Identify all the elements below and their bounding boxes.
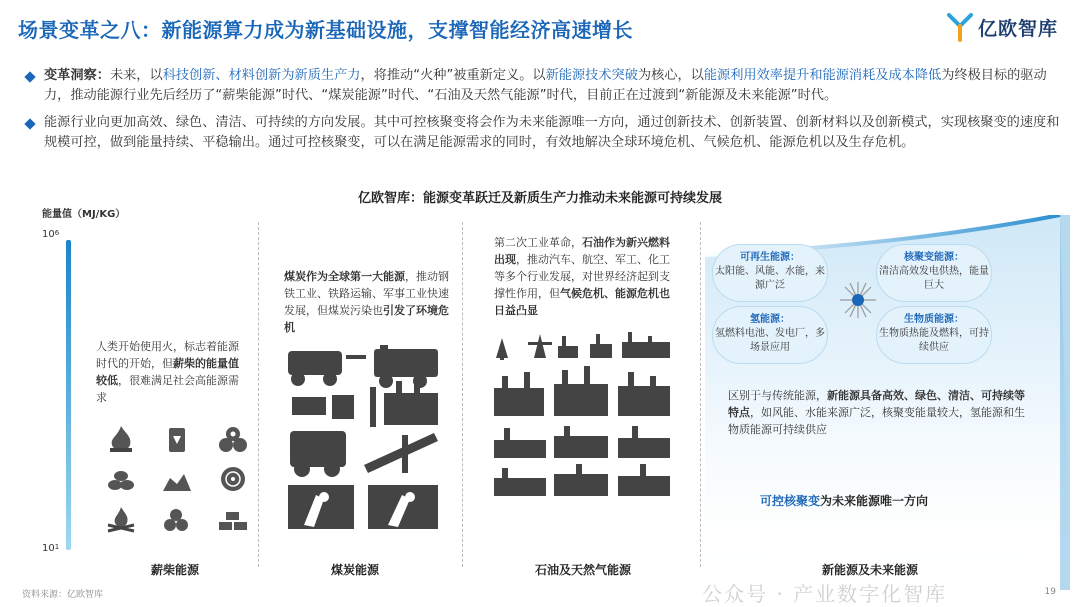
- bullet-text: 为终极目标的驱动力，推动能源行业先后经历了“薪柴能源”时代、“煤炭能源”时代、“石油及天然气能源”时代，目前正在过渡到“新能源及未来能源”时代。: [44, 68, 1047, 103]
- era-label-future: 新能源及未来能源: [821, 563, 918, 577]
- coal-pile-icon: [160, 464, 194, 494]
- fire-icon: [104, 424, 138, 454]
- bullet-direction: [22, 113, 1062, 153]
- pill-renewable: 可再生能源： 太阳能、风能、水能，来源广泛: [712, 244, 828, 302]
- bullet-highlight: 科技创新、材料创新为新质生产力: [162, 68, 361, 83]
- bullet-text: 未来，以: [109, 68, 163, 83]
- era-divider: [462, 222, 463, 567]
- bullet-text: ，将推动“火种”被重新定义。以: [360, 68, 546, 83]
- firewood-icon: [216, 424, 250, 454]
- brick-stack-icon: [216, 504, 250, 534]
- future-headline: 可控核聚变为未来能源唯一方向: [760, 494, 929, 508]
- pill-fusion: 核聚变能源： 清洁高效发电供热，能量巨大: [876, 244, 992, 302]
- bullet-text: 为核心，以: [637, 68, 704, 83]
- axis-label: 能量值（MJ/KG）: [42, 209, 126, 220]
- firewood-bundle-icon: [160, 504, 194, 534]
- bullet-highlight: 能源利用效率提升和能源消耗及成本降低: [703, 68, 942, 83]
- charcoal-icon: [104, 464, 138, 494]
- insight-bullets: [22, 66, 1062, 160]
- page-number: 19: [1044, 587, 1056, 597]
- oil-industry-illustration: [488, 328, 674, 528]
- log-icon: [216, 464, 250, 494]
- diamond-bullet-icon: [24, 71, 35, 82]
- bullet-label: 变革洞察：: [44, 68, 110, 83]
- bullet-highlight: 新能源技术突破: [545, 68, 638, 83]
- future-era-description: 区别于与传统能源，新能源具备高效、绿色、清洁、可持续等特点，如风能、水能来源广泛，核聚变能量较大，氢能源和生物质能源可持续供应: [728, 389, 1025, 436]
- pill-hydrogen: 氢能源： 氢燃料电池、发电厂，多场景应用: [712, 306, 828, 364]
- era-label-wood: 薪柴能源: [150, 563, 199, 577]
- wood-era-description: 人类开始使用火，标志着能源时代的开始，但薪柴的能量值较低，很难满足社会高能源需求: [96, 340, 239, 404]
- diamond-bullet-icon: [24, 118, 35, 129]
- era-label-coal: 煤炭能源: [330, 563, 379, 577]
- fusion-core-icon: [838, 280, 878, 320]
- fuel-bag-icon: [160, 424, 194, 454]
- axis-top-tick: $10^6$: [42, 229, 60, 240]
- pill-biomass: 生物质能源： 生物质热能及燃料，可持续供应: [876, 306, 992, 364]
- bullet-insight: [22, 66, 1062, 106]
- page-title: 场景变革之八：新能源算力成为新基础设施，支撑智能经济高速增长: [18, 18, 633, 42]
- coal-industry-illustration: [284, 345, 444, 535]
- era-divider: [700, 222, 701, 567]
- wood-icons: [104, 424, 250, 534]
- chart-title: 亿欧智库：能源变革跃迁及新质生产力推动未来能源可持续发展: [357, 191, 722, 206]
- bullet-text: 能源行业向更加高效、绿色、清洁、可持续的方向发展。其中可控核聚变将会作为未来能源唯一方向，通过创新技术、创新装置、创新材料以及创新模式，实现核聚变的速度和规模可控，做到能量持续、平稳输出。通过可控核聚变，可以在满足能源需求的同时，有效地解决全球环境危机、气候危机、能源危机以及生存危机。: [44, 115, 1060, 150]
- watermark: 公众号 · 产业数字化智库: [702, 582, 948, 606]
- source-note: 资料来源：亿欧智库: [22, 590, 104, 600]
- era-divider: [258, 222, 259, 567]
- brand-logo: [946, 12, 1058, 42]
- axis-bottom-tick: $10^1$: [42, 543, 60, 554]
- logo-text: 亿欧智库: [977, 17, 1058, 40]
- energy-axis-bar: [66, 240, 71, 550]
- oil-era-description: 第二次工业革命，石油作为新兴燃料出现，推动汽车、航空、军工、化工等多个行业发展，对世界经济起到支撑性作用，但气候危机、能源危机也日益凸显: [494, 236, 670, 317]
- logo-icon: [946, 12, 974, 42]
- campfire-icon: [104, 504, 138, 534]
- coal-era-description: 煤炭作为全球第一大能源，推动钢铁工业、铁路运输、军事工业快速发展，但煤炭污染也引发了环境危机: [284, 270, 449, 334]
- era-label-oil: 石油及天然气能源: [534, 563, 631, 577]
